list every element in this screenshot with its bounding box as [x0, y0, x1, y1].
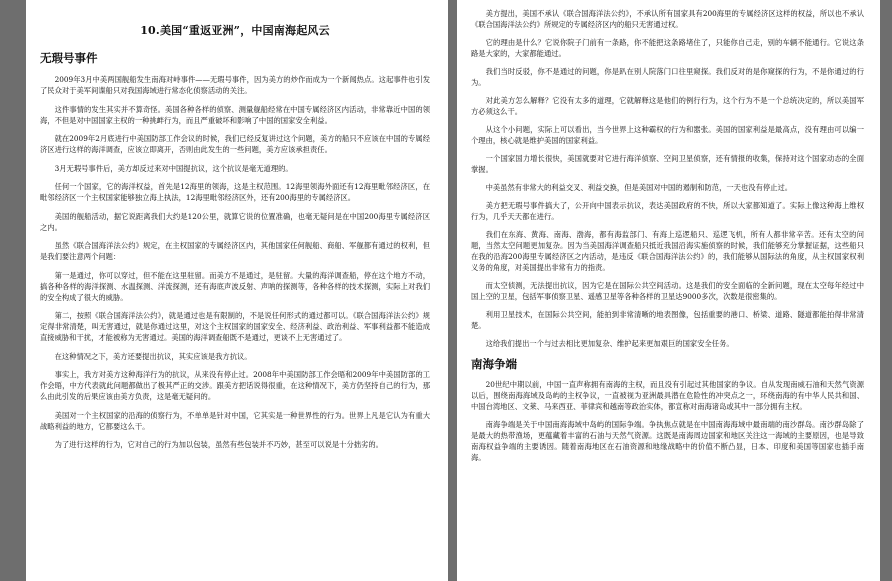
- paragraph: 美方提出，美国不承认《联合国海洋法公约》，不承认所有国家具有200海里的专属经济区这样的权益，所以也不承认《联合国海洋法公约》所规定的专属经济区内的船只无害通过权。: [471, 9, 864, 29]
- section-heading-wuxia: 无瑕号事件: [40, 51, 98, 65]
- paragraph: 这件事情的发生其实并不算奇怪。美国各种各样的侦察、测量舰船经常在中国专属经济区内活动，非常靠近中国的领海，不但是对中国国家主权的一种挑衅行为，而且严重破坏和影响了中国的国家安全利益。: [40, 104, 430, 125]
- paragraph: 第二，按照《联合国海洋法公约》，就是通过也是有限制的，不是说任何形式的通过都可以。《联合国海洋法公约》规定得非常清楚，叫无害通过，就是你通过这里，对这个主权国家的国家安全、经济利益、政治利益、军事利益都不能造成直接威胁和干扰，才能被称为无害通过。美国的海洋调查船既不是通过，更谈不上无害通过了。: [40, 311, 430, 342]
- paragraph: 事实上，我方对美方这种海洋行为的抗议，从来没有停止过。2008年中美国防部工作会晤和2009年中美国防部的工作会晤，中方代表就此问题都做出了极其严正的交涉。跟美方把话说得很重，在这种情况下，美方仍坚持自己的行为，那么由此引发的后果应该由美方负责，这是毫无疑问的。: [40, 370, 430, 401]
- paragraph: 中美虽然有非常大的利益交叉、利益交换，但是美国对中国的遏制和防范，一天也没有停止过。: [485, 183, 793, 192]
- paragraph: 虽然《联合国海洋法公约》规定，在主权国家的专属经济区内，其他国家任何舰船、商船、军舰都有通过的权利，但是我们要注意两个问题：: [40, 241, 430, 261]
- paragraph: 对此美方怎么解释？它没有太多的道理，它就解释这是他们的例行行为，这个行为不是一个总统决定的，所以美国军方必须这么干。: [471, 96, 864, 116]
- paragraph: 在这种情况之下，美方还要提出抗议，其实应该是我方抗议。: [54, 351, 252, 361]
- paragraph: 20世纪中期以前，中国一直声称拥有南海的主权，而且没有引起过其他国家的争议。自从发现南威石油和天然气资源以后，围绕南海海域及岛屿的主权争议，一直被视为亚洲最具潜在危险性的冲突点之一，环绕南海的有中华人民共和国、中国台湾地区、文莱、马来西亚、菲律宾和越南等政治实体，都宣称对南海诸岛或其中一部分拥有主权。: [471, 380, 864, 411]
- paragraph: 而太空侦测，无法提出抗议，因为它是在国际公共空间活动。这是我们的安全面临的全新问题，现在太空每年经过中国上空的卫星，包括军事侦察卫星、遥感卫星等各种各样的卫星达9000多次，次数是很密集的。: [471, 281, 864, 301]
- paragraph: 第一是通过，你可以穿过，但不能在这里驻留。而美方不是通过，是驻留。大量的海洋调查船，停在这个地方不动，搞各种各样的海洋探测、水温探测、洋流探测，还有海底声波反射、声呐的探测等，各种各样的技术探测，实际上对我们的安全构成了很大的威胁。: [40, 270, 430, 302]
- paragraph: 3月无瑕号事件后，美方却反过来对中国提抗议，这个抗议是毫无道理的。: [54, 163, 293, 173]
- paragraph: 就在2009年2月底进行中美国防部工作会议的时候，我们已经反复讲过这个问题，美方的船只不应该在中国的专属经济区进行这样的海洋调查，应该立即离开，否则由此发生的一些问题，美方应该承担责任。: [40, 134, 430, 154]
- left-page: [26, 0, 448, 581]
- paragraph: 2009年3月中美两国舰船发生南海对峙事件——无瑕号事件，因为美方的炒作而成为一个新闻热点。这起事件也引发了民众对于美军间谍船只对我国海域进行常态化侦察活动的关注。: [40, 75, 430, 95]
- paragraph: 这给我们提出一个与过去相比更加复杂、维护起来更加艰巨的国家安全任务。: [485, 339, 734, 348]
- paragraph: 美方把无瑕号事件搞大了，公开向中国表示抗议，表达美国政府的不快，所以大家都知道了。实际上像这种海上维权行为，几乎天天都在进行。: [471, 201, 864, 221]
- right-page: [457, 0, 880, 581]
- paragraph: 它的理由是什么？它说你院子门前有一条路，你不能把这条路堵住了，只能你自己走，别的车辆不能通行。它说这条路是大家的，大家都能通过。: [471, 38, 864, 58]
- paragraph: 一个国家国力增长很快，美国就要对它进行海洋侦察、空间卫星侦察，还有情报的收集，保持对这个国家动态的全面掌握。: [471, 154, 864, 174]
- paragraph: 从这个小问题，实际上可以看出，当今世界上这种霸权的行为和嚣张。美国的国家利益是最高点，没有理由可以编一个理由，核心就是维护美国的国家利益。: [471, 125, 864, 145]
- paragraph: 南海争端是关于中国南海海域中岛屿的国际争端。争执焦点就是在中国南海海域中最南端的南沙群岛。南沙群岛除了是最大的热带渔场，更蕴藏着丰富的石油与天然气资源。这既是南海周边国家和地区关注这一海域的主要原因，也是导致南海权益争端的主要诱因。随着南海地区在石油资源和地缘战略中的价值不断凸显，日本、印度和美国等国家也插手南海。: [471, 420, 864, 462]
- paragraph: 我们在东海、黄海、南海、渤海，都有海监部门、有海上巡逻船只、巡逻飞机，所有人都非常辛苦。还有太空的问题，当然太空问题更加复杂。因为当美国海洋调查船只抵近我国沿海实施侦察的时候，我们能够充分掌握证据，这些船只在我的沿海200海里专属经济区之内活动，是违反《联合国海洋法公约》的，我们能够从国际法的角度，从主权国家权利义务的角度，对美国提出非常有力的指责。: [471, 230, 864, 272]
- paragraph: 利用卫星技术，在国际公共空间，能拍到非常清晰的地表图像，包括重要的港口、桥梁、道路、隧道都能拍得非常清楚。: [471, 310, 864, 330]
- chapter-title: 10.美国“重返亚洲”，中国南海起风云: [140, 24, 330, 37]
- paragraph: 为了进行这样的行为，它对自己的行为加以包装，虽然有些包装并不巧妙，甚至可以说是十分拙劣的。: [54, 440, 383, 449]
- paragraph: 美国的舰船活动，据它说距离我们大约是120公里，就算它说的位置准确，也毫无疑问是在中国200海里专属经济区之内。: [40, 211, 430, 232]
- paragraph: 任何一个国家，它的海洋权益，首先是12海里的领海，这是主权范围。12海里领海外面还有12海里毗邻经济区，在毗邻经济区一个主权国家能够独立海上执法，12海里毗邻经济区外，还有200海里的专属经济区。: [40, 182, 430, 202]
- paragraph: 我们当时反驳，你不是通过的问题，你是趴在别人院落门口往里窥探。我们反对的是你窥探的行为，不是你通过的行为。: [471, 67, 864, 87]
- paragraph: 美国对一个主权国家的沿海的侦察行为，不单单是针对中国，它其实是一种世界性的行为。世界上凡是它认为有重大战略利益的地方，它都要这么干。: [40, 410, 430, 431]
- section-heading-south-china-sea: 南海争端: [471, 357, 517, 371]
